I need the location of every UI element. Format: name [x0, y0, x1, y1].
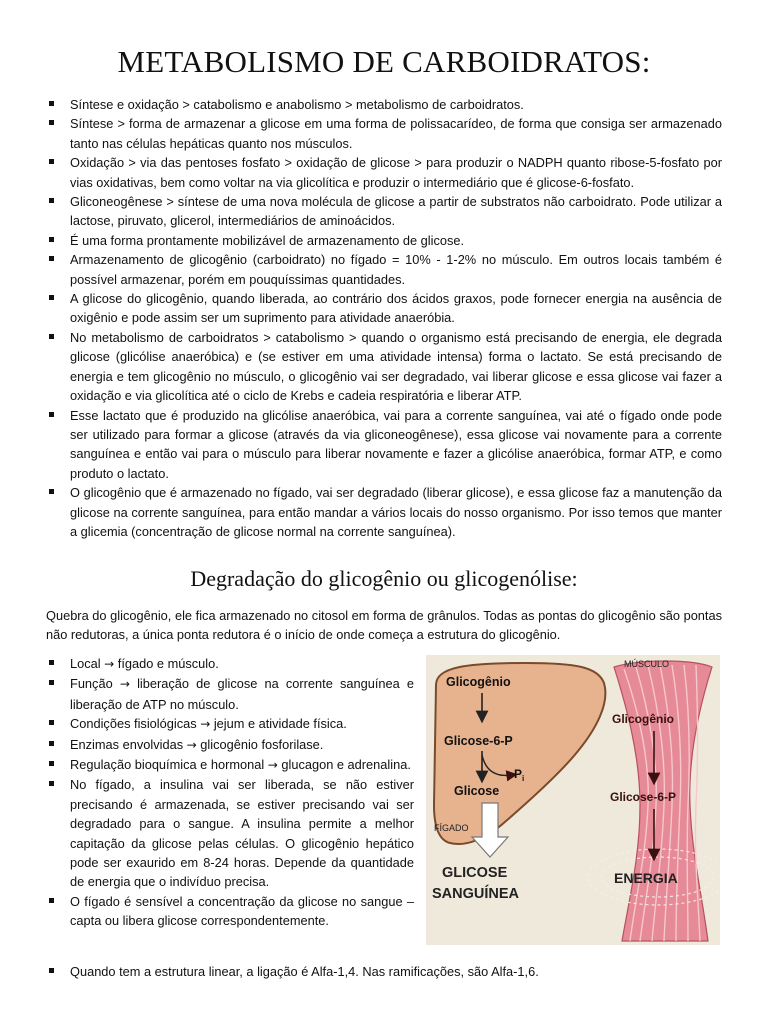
muscle-label: MÚSCULO [624, 659, 670, 669]
item-label: Condições fisiológicas [70, 716, 197, 732]
section-intro: Quebra do glicogênio, ele fica armazenado no citosol em forma de grânulos. Todas as pontas do glicogênio são pontas não redutoras, a única ponta redutora é o início de onde começa a estrutura do glicogênio. [46, 608, 722, 643]
pi-label: $P_i$ [514, 767, 525, 783]
list-item [46, 674, 414, 714]
glycogenolysis-bullet-list [46, 654, 414, 931]
glycogenolysis-figure [426, 655, 720, 945]
metabolism-bullet-list [46, 95, 722, 541]
list-item: No metabolismo de carboidratos > catabolismo > quando o organismo está precisando de energia, ele degrada glicose (glicólise anaeróbica) e (se estiver em uma atividade intensa) forma o lactato. Se está precisando de energia e tem glicogênio no músculo, o glicogênio vai ser degradado, vai liberar glicose e essa glicose vai fazer a oxidação e via glicolítica até o ciclo de Krebs e cadeia respiratória e liberar ATP. [46, 328, 722, 406]
arrow-icon: → [200, 717, 211, 732]
list-item [46, 654, 414, 674]
page-title: METABOLISMO DE CARBOIDRATOS: [117, 44, 651, 79]
item-label: Função [70, 676, 113, 692]
list-item [46, 755, 414, 775]
item-label: Local [70, 656, 101, 671]
list-item [46, 714, 414, 734]
arrow-icon: → [104, 657, 115, 671]
arrow-icon: → [267, 758, 278, 773]
liver-label: FÍGADO [434, 823, 469, 833]
arrow-icon: → [119, 677, 130, 692]
list-item: O fígado é sensível a concentração da glicose no sangue – capta ou libera glicose correspondentemente. [46, 892, 414, 931]
muscle-g6p-label: Glicose-6-P [610, 790, 677, 804]
list-item: No fígado, a insulina vai ser liberada, se não estiver precisando é armazenada, se estiver precisando vai ser degradado para o sangue. A insulina permite a melhor capitação da glicose pelas células. O glicogênio hepático pode ser exaurido em 8-24 horas. Depende da quantidade de energia que o indivíduo precisa. [46, 775, 414, 891]
arrow-icon: → [186, 737, 197, 752]
list-item: O glicogênio que é armazenado no fígado, vai ser degradado (liberar glicose), e essa glicose faz a manutenção da glicose na corrente sanguínea, para então mandar a vários locais do nosso organismo. Por isso temos que manter a glicemia (concentração de glicose normal na corrente sanguínea). [46, 483, 722, 541]
liver-glicogenio-label: Glicogênio [446, 675, 511, 689]
item-label: Enzimas envolvidas [70, 736, 184, 752]
blood-glucose-label-2: SANGUÍNEA [432, 886, 520, 902]
item-text: fígado e músculo. [117, 656, 219, 671]
list-item: É uma forma prontamente mobilizável de armazenamento de glicose. [46, 231, 722, 250]
section-title: Degradação do glicogênio ou glicogenólise: [190, 566, 578, 591]
list-item: Síntese > forma de armazenar a glicose em uma forma de polissacarídeo, de forma que consiga ser armazenado tanto nas células hepáticas quanto nos músculos. [46, 114, 722, 153]
list-item: Quando tem a estrutura linear, a ligação é Alfa-1,4. Nas ramificações, são Alfa-1,6. [46, 962, 722, 981]
list-item: Gliconeogênese > síntese de uma nova molécula de glicose a partir de substratos não carboidrato. Pode utilizar a lactose, piruvato, glicerol, intermediários de aminoácidos. [46, 192, 722, 231]
item-text: liberação de glicose na corrente sanguínea e liberação de ATP no músculo. [70, 676, 415, 712]
list-item: Síntese e oxidação > catabolismo e anabolismo > metabolismo de carboidratos. [46, 95, 722, 114]
item-label: Regulação bioquímica e hormonal [70, 757, 265, 773]
item-text: jejum e atividade física. [213, 716, 347, 732]
item-text: glucagon e adrenalina. [281, 757, 411, 773]
blood-glucose-label: GLICOSE [442, 865, 508, 881]
list-item: Armazenamento de glicogênio (carboidrato) no fígado = 10% - 1-2% no músculo. Em outros locais também é possível armazenar, porém em pouquíssimas quantidades. [46, 250, 722, 289]
liver-g6p-label: Glicose-6-P [444, 734, 513, 748]
list-item [46, 735, 414, 755]
liver-glicose-label: Glicose [454, 784, 500, 798]
muscle-glicogenio-label: Glicogênio [612, 712, 675, 726]
energy-label: ENERGIA [614, 870, 678, 886]
list-item: Oxidação > via das pentoses fosfato > oxidação de glicose > para produzir o NADPH quanto ribose-5-fosfato por vias oxidativas, bem como voltar na via glicolítica e produzir o intermediário que é glicose-6-fosfato. [46, 153, 722, 192]
list-item: A glicose do glicogênio, quando liberada, ao contrário dos ácidos graxos, pode fornecer energia na ausência de oxigênio e pode assim ser um suprimento para atividade anaeróbia. [46, 289, 722, 328]
list-item: Esse lactato que é produzido na glicólise anaeróbica, vai para a corrente sanguínea, vai até o fígado onde pode ser utilizado para formar a glicose (através da via gliconeogênese), essa glicose vai novamente para a corrente sanguínea e então vai para o músculo para liberar novamente e fazer a glicólise anaeróbica, formar ATP, e como produto o lactato. [46, 406, 722, 484]
liver-muscle-illustration [426, 655, 720, 945]
item-text: glicogênio fosforilase. [200, 736, 324, 752]
linkage-bullet-list [46, 962, 722, 981]
